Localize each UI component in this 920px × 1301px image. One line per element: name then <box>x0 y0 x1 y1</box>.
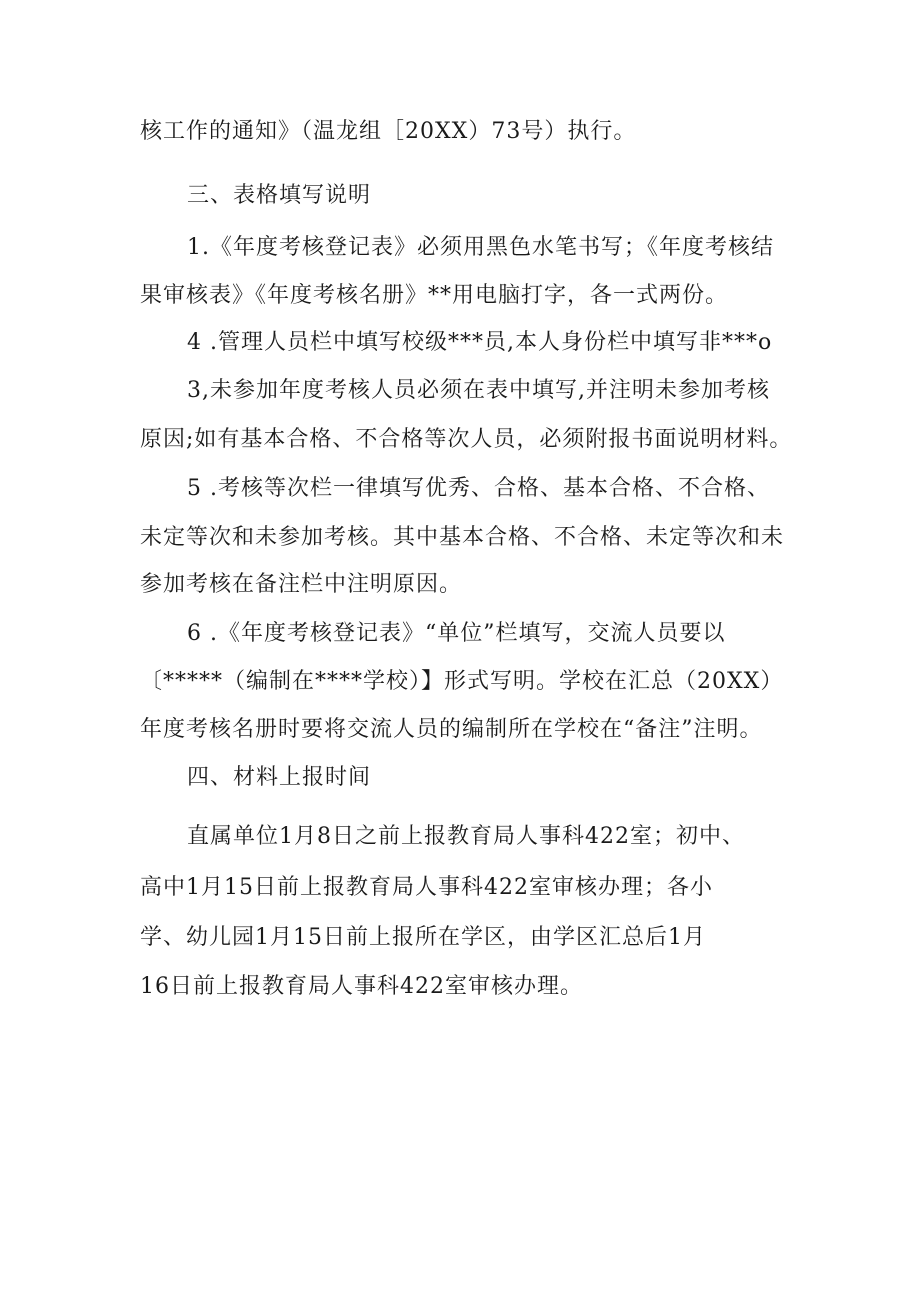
text-line-15: 直属单位1月8日之前上报教育局人事科422室；初中、 <box>187 824 745 849</box>
text-line-9: 未定等次和未参加考核。其中基本合格、不合格、未定等次和未 <box>140 525 785 550</box>
text-line-10: 参加考核在备注栏中注明原因。 <box>140 572 463 597</box>
text-line-6: 3,未参加年度考核人员必须在表中填写,并注明未参加考核 <box>187 378 770 403</box>
text-line-16: 高中1月15日前上报教育局人事科422室审核办理；各小 <box>140 875 713 900</box>
text-line-11: 6 .《年度考核登记表》“单位”栏填写，交流人员要以 <box>187 621 726 646</box>
section-heading-4: 四、材料上报时间 <box>187 765 372 790</box>
text-line-5: 4 .管理人员栏中填写校级***员,本人身份栏中填写非***o <box>187 330 773 355</box>
text-line-1: 核工作的通知》（温龙组［20XX）73号）执行。 <box>140 119 637 144</box>
text-line-4: 果审核表》《年度考核名册》**用电脑打字，各一式两份。 <box>140 283 729 308</box>
text-line-12: 〔*****（编制在****学校）】形式写明。学校在汇总（20XX） <box>140 669 784 694</box>
text-line-7: 原因;如有基本合格、不合格等次人员，必须附报书面说明材料。 <box>140 427 793 452</box>
text-line-3: 1.《年度考核登记表》必须用黑色水笔书写；《年度考核结 <box>187 235 774 260</box>
section-heading-3: 三、表格填写说明 <box>187 183 372 208</box>
text-line-17: 学、幼儿园1月15日前上报所在学区，由学区汇总后1月 <box>140 925 706 950</box>
text-line-8: 5 .考核等次栏一律填写优秀、合格、基本合格、不合格、 <box>187 476 770 501</box>
text-line-13: 年度考核名册时要将交流人员的编制所在学校在“备注”注明。 <box>140 717 763 742</box>
text-line-18: 16日前上报教育局人事科422室审核办理。 <box>140 974 583 999</box>
